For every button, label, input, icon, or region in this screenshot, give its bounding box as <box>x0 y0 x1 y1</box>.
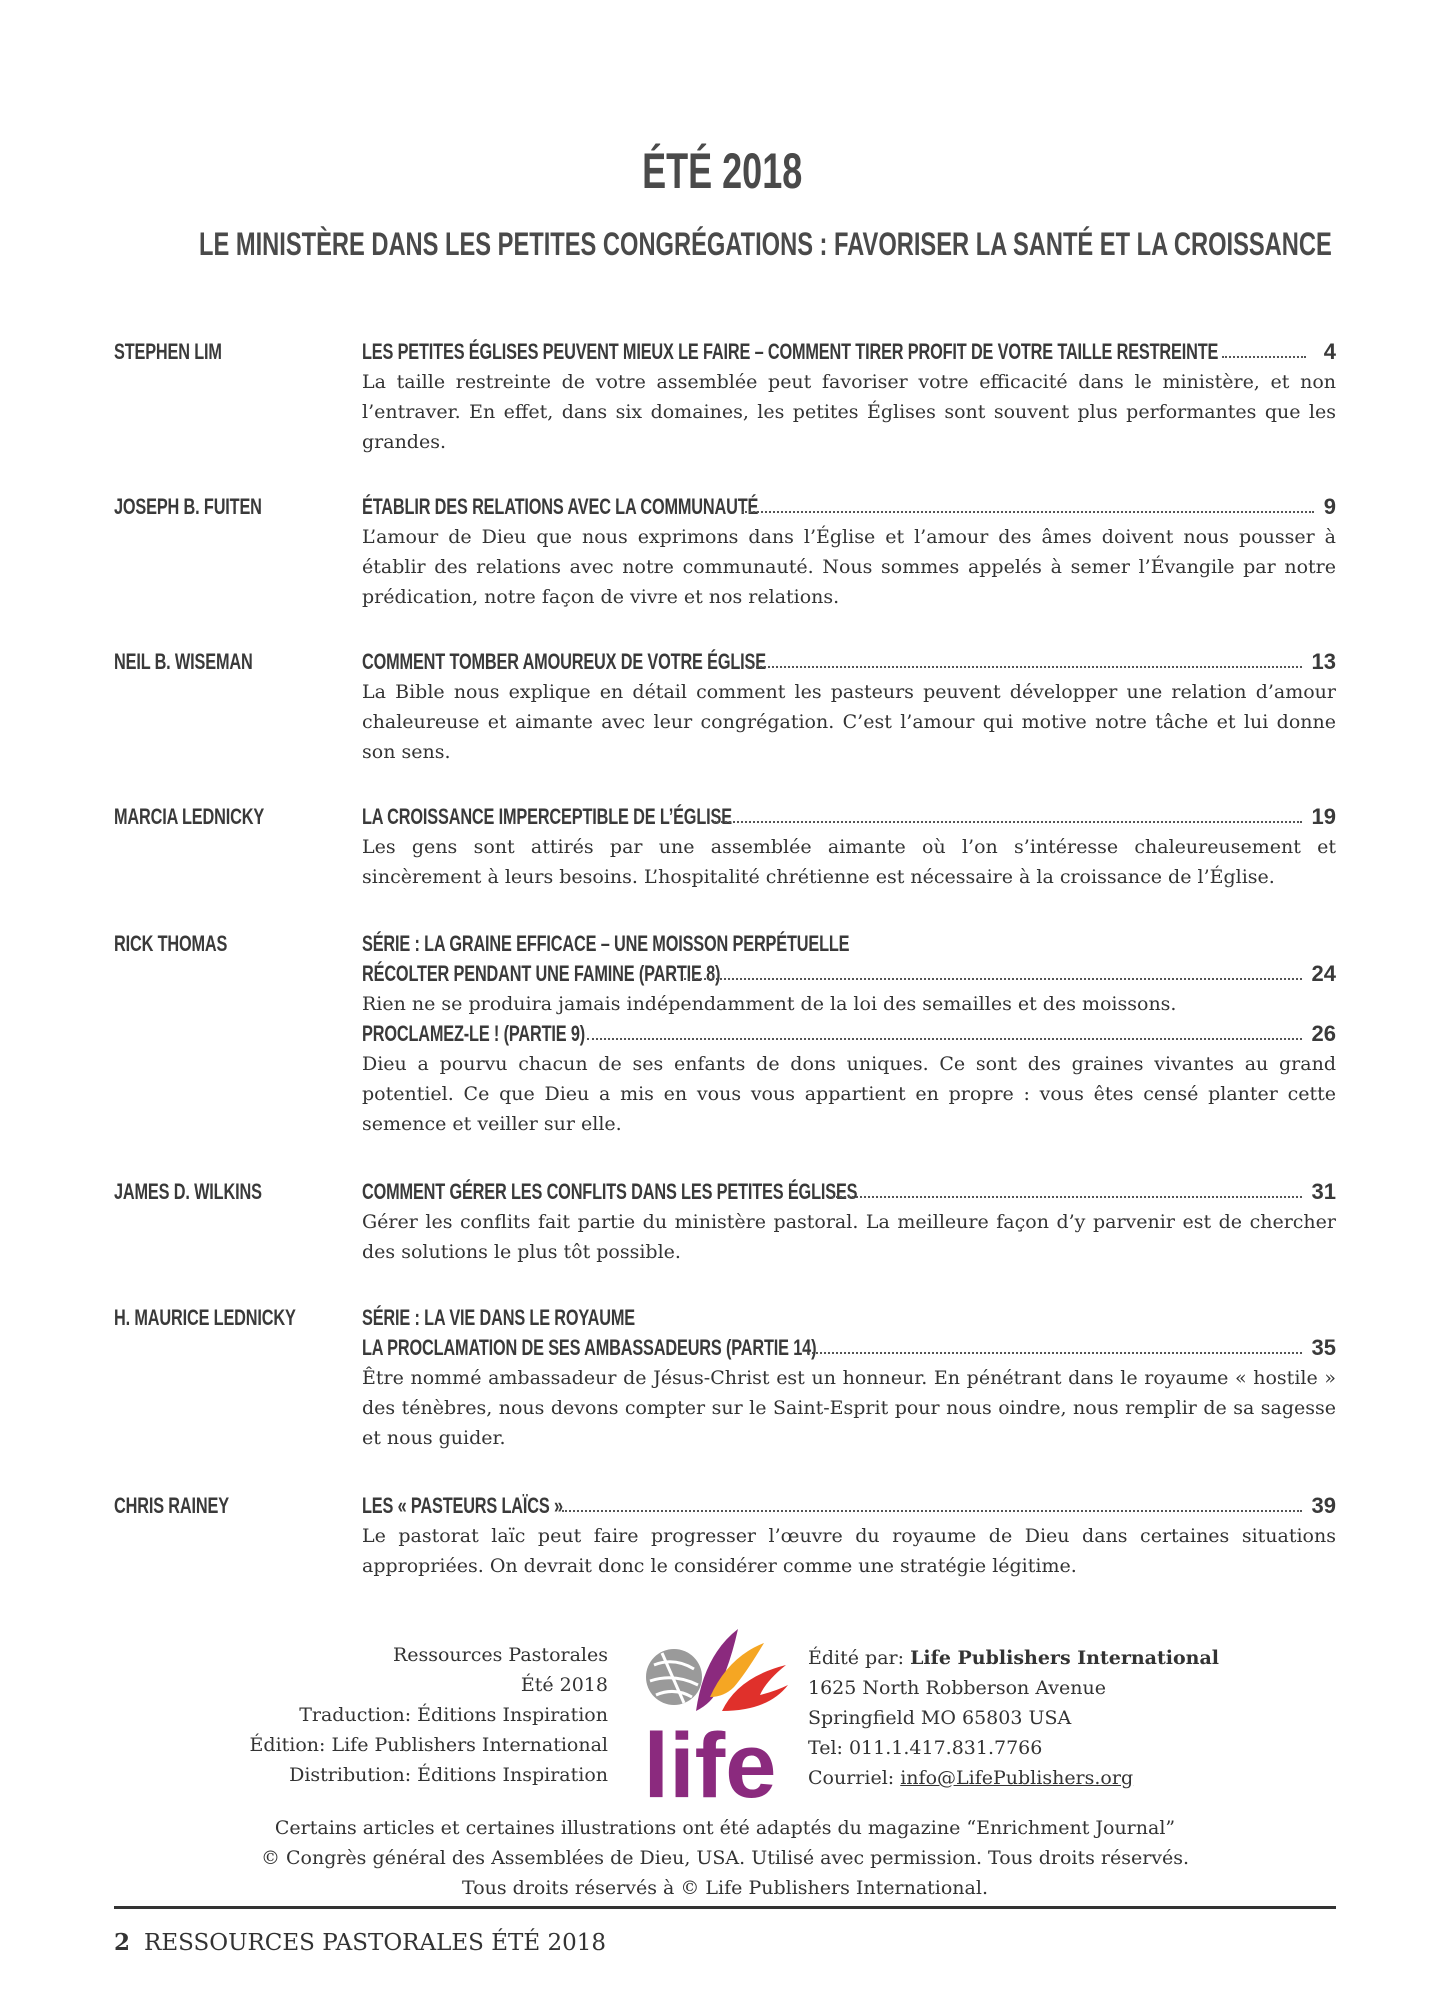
leader-dots <box>742 511 1314 513</box>
publisher-info <box>808 1643 1268 1793</box>
page-number[interactable]: 4 <box>1323 339 1336 364</box>
article-title[interactable]: PROCLAMEZ-LE ! (PARTIE 9) <box>362 1021 586 1046</box>
page-number[interactable]: 24 <box>1311 961 1336 986</box>
page-footer <box>114 1929 606 1956</box>
page-number[interactable]: 9 <box>1323 494 1336 519</box>
series-title-line <box>362 929 1336 959</box>
leader-dots <box>714 821 1302 823</box>
article-title-line[interactable] <box>362 1177 1336 1207</box>
article-title[interactable]: COMMENT GÉRER LES CONFLITS DANS LES PETITES ÉGLISES <box>362 1179 858 1204</box>
address-line: Springfield MO 65803 USA <box>808 1707 1072 1729</box>
article-title-line[interactable] <box>362 802 1336 832</box>
article-title-line[interactable] <box>362 337 1336 367</box>
publisher-name: Life Publishers International <box>910 1647 1219 1669</box>
credit-line: Certains articles et certaines illustrations ont été adaptés du magazine “Enrichment Journal” <box>274 1817 1176 1839</box>
toc-entry <box>114 1491 1336 1591</box>
author-name: CHRIS RAINEY <box>114 1493 229 1518</box>
credit-line: Tous droits réservés à © Life Publishers International. <box>462 1877 988 1899</box>
author-name: STEPHEN LIM <box>114 339 222 364</box>
article-title[interactable]: LA CROISSANCE IMPERCEPTIBLE DE L’ÉGLISE <box>362 804 732 829</box>
footer-divider <box>114 1906 1336 1909</box>
colophon-line: Ressources Pastorales <box>392 1644 608 1666</box>
author-name: NEIL B. WISEMAN <box>114 649 253 674</box>
article-description: La Bible nous explique en détail comment les pasteurs peuvent développer une relation d’amour chaleureuse et aimante avec leur congrégation. C’est l’amour qui motive notre tâche et lui donne son sens. <box>362 681 1336 763</box>
running-title: RESSOURCES PASTORALES ÉTÉ 2018 <box>144 1930 606 1956</box>
issue-title: ÉTÉ 2018 <box>642 143 803 199</box>
article-title-line[interactable] <box>362 492 1336 522</box>
article-title-line[interactable] <box>362 1333 1336 1363</box>
toc-entry <box>114 337 1336 492</box>
article-description: Être nommé ambassadeur de Jésus-Christ est un honneur. En pénétrant dans le royaume « hostile » des ténèbres, nous devons compter sur le Saint-Esprit pour nous oindre, nous remplir de sa sagesse et nous guider. <box>362 1367 1336 1449</box>
colophon-line: Distribution: Éditions Inspiration <box>289 1764 608 1786</box>
life-publishers-logo <box>626 1625 794 1805</box>
issue-subtitle: LE MINISTÈRE DANS LES PETITES CONGRÉGATIONS : FAVORISER LA SANTÉ ET LA CROISSANCE <box>199 226 1332 262</box>
leader-dots <box>562 1510 1302 1512</box>
author-name: RICK THOMAS <box>114 931 228 956</box>
article-title[interactable]: LA PROCLAMATION DE SES AMBASSADEURS (PARTIE 14) <box>362 1335 817 1360</box>
author-name: H. MAURICE LEDNICKY <box>114 1305 296 1330</box>
article-title[interactable]: ÉTABLIR DES RELATIONS AVEC LA COMMUNAUTÉ <box>362 494 759 519</box>
toc-entry <box>114 492 1336 647</box>
article-title[interactable]: COMMENT TOMBER AMOUREUX DE VOTRE ÉGLISE <box>362 649 766 674</box>
series-title: SÉRIE : LA VIE DANS LE ROYAUME <box>362 1305 635 1330</box>
logo-text: life <box>643 1715 777 1805</box>
phone-number: Tel: 011.1.417.831.7766 <box>808 1737 1043 1759</box>
leader-dots <box>587 1038 1302 1040</box>
toc-entry <box>114 1303 1336 1491</box>
publisher-label: Édité par: <box>808 1647 905 1669</box>
article-description: Dieu a pourvu chacun de ses enfants de dons uniques. Ce sont des graines vivantes au grand potentiel. Ce que Dieu a mis en vous vous appartient en propre : vous êtes censé planter cette semence et veiller sur elle. <box>362 1053 1336 1135</box>
colophon-line: Été 2018 <box>520 1674 608 1696</box>
author-name: JAMES D. WILKINS <box>114 1179 262 1204</box>
leader-dots <box>832 1196 1302 1198</box>
page-number[interactable]: 35 <box>1311 1335 1336 1360</box>
series-title: SÉRIE : LA GRAINE EFFICACE – UNE MOISSON PERPÉTUELLE <box>362 931 850 956</box>
article-title[interactable]: LES « PASTEURS LAÏCS » <box>362 1493 563 1518</box>
email-line <box>808 1763 1268 1793</box>
page-number[interactable]: 31 <box>1311 1179 1336 1204</box>
article-title-line[interactable] <box>362 647 1336 677</box>
article-description: Les gens sont attirés par une assemblée aimante où l’on s’intéresse chaleureusement et sincèrement à leurs besoins. L’hospitalité chrétienne est nécessaire à la croissance de l’Église. <box>362 836 1336 888</box>
toc-entry <box>114 929 1336 1177</box>
publisher-line <box>808 1643 1268 1673</box>
article-title-line[interactable] <box>362 959 1336 989</box>
article-title-line[interactable] <box>362 1491 1336 1521</box>
toc-entry <box>114 1177 1336 1303</box>
article-description: Gérer les conflits fait partie du ministère pastoral. La meilleure façon d’y parvenir est de chercher des solutions le plus tôt possible. <box>362 1211 1336 1263</box>
email-label: Courriel: <box>808 1767 895 1789</box>
leader-dots <box>747 666 1302 668</box>
colophon-line: Édition: Life Publishers International <box>249 1734 608 1756</box>
copyright-credits <box>114 1813 1336 1903</box>
toc-entry <box>114 647 1336 802</box>
email-link[interactable]: info@LifePublishers.org <box>900 1767 1134 1789</box>
page-number[interactable]: 39 <box>1311 1493 1336 1518</box>
article-title[interactable]: LES PETITES ÉGLISES PEUVENT MIEUX LE FAIRE – COMMENT TIRER PROFIT DE VOTRE TAILLE RESTREINTE <box>362 339 1219 364</box>
page-number[interactable]: 13 <box>1311 649 1336 674</box>
author-name: MARCIA LEDNICKY <box>114 804 265 829</box>
toc-entry <box>114 802 1336 929</box>
author-name: JOSEPH B. FUITEN <box>114 494 262 519</box>
article-description: Rien ne se produira jamais indépendamment de la loi des semailles et des moissons. <box>362 993 1177 1015</box>
article-description: L’amour de Dieu que nous exprimons dans l’Église et l’amour des âmes doivent nous pousser à établir des relations avec notre communauté. Nous sommes appelés à semer l’Évangile par notre prédication, notre façon de vivre et nos relations. <box>362 526 1336 608</box>
article-title[interactable]: RÉCOLTER PENDANT UNE FAMINE (PARTIE 8) <box>362 961 721 986</box>
colophon-line: Traduction: Éditions Inspiration <box>299 1704 608 1726</box>
colophon-info <box>180 1640 608 1790</box>
leader-dots <box>807 1352 1302 1354</box>
address-line: 1625 North Robberson Avenue <box>808 1677 1106 1699</box>
article-title-line[interactable] <box>362 1019 1336 1049</box>
footer-page-number: 2 <box>114 1929 131 1956</box>
article-description: Le pastorat laïc peut faire progresser l’œuvre du royaume de Dieu dans certaines situations appropriées. On devrait donc le considérer comme une stratégie légitime. <box>362 1525 1336 1577</box>
series-title-line <box>362 1303 1336 1333</box>
leader-dots <box>1222 356 1306 358</box>
page-number[interactable]: 26 <box>1311 1021 1336 1046</box>
table-of-contents <box>114 337 1336 1591</box>
leader-dots <box>684 978 1302 980</box>
credit-line: © Congrès général des Assemblées de Dieu, USA. Utilisé avec permission. Tous droits réservés. <box>260 1847 1190 1869</box>
page-number[interactable]: 19 <box>1311 804 1336 829</box>
article-description: La taille restreinte de votre assemblée peut favoriser votre efficacité dans le ministère, et non l’entraver. En effet, dans six domaines, les petites Églises sont souvent plus performantes que les grandes. <box>362 371 1336 453</box>
